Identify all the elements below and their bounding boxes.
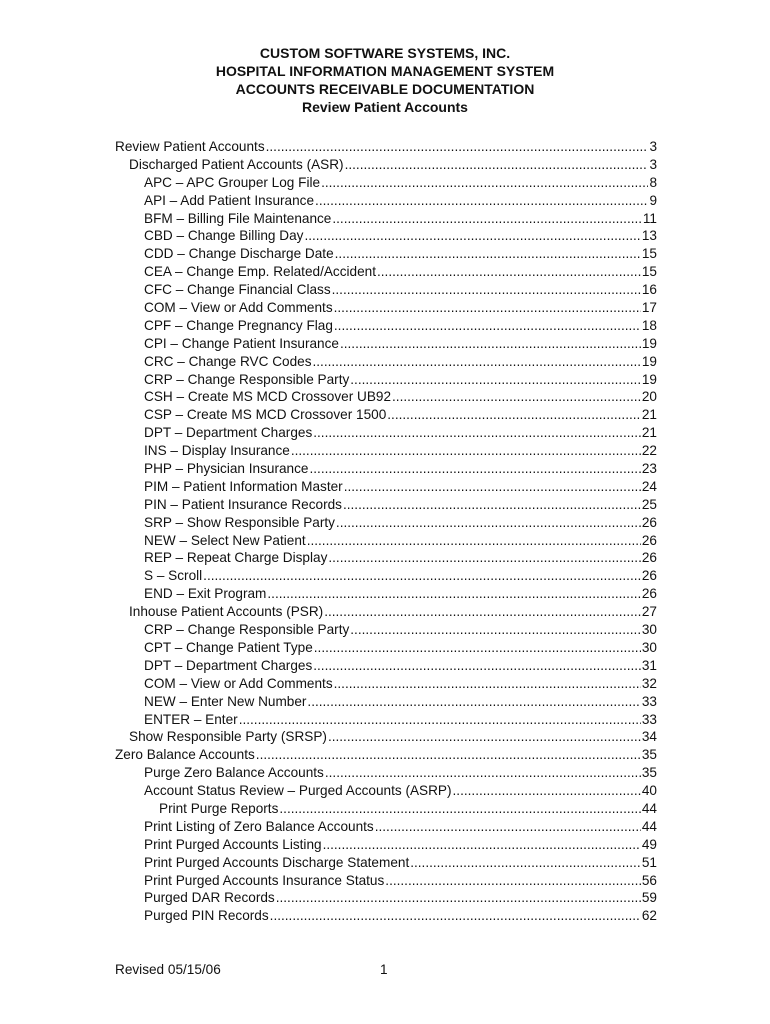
toc-entry[interactable] bbox=[115, 764, 657, 782]
toc-entry-page: 22 bbox=[641, 443, 657, 459]
toc-entry-page: 27 bbox=[641, 604, 657, 620]
toc-entry-title: INS – Display Insurance bbox=[144, 443, 290, 459]
toc-entry-title: NEW – Enter New Number bbox=[144, 693, 307, 709]
toc-dot-leader bbox=[313, 424, 641, 442]
toc-entry[interactable] bbox=[115, 335, 657, 353]
toc-entry-page: 49 bbox=[641, 836, 657, 852]
toc-entry-title: CPT – Change Patient Type bbox=[144, 639, 313, 655]
toc-dot-leader bbox=[307, 693, 640, 711]
toc-entry-page: 32 bbox=[641, 675, 657, 691]
toc-entry-page: 40 bbox=[641, 783, 657, 799]
toc-dot-leader bbox=[332, 281, 641, 299]
toc-entry[interactable] bbox=[115, 263, 657, 281]
toc-entry-title: Account Status Review – Purged Accounts (ASRP) bbox=[144, 783, 452, 799]
toc-dot-leader bbox=[313, 657, 641, 675]
toc-dot-leader bbox=[350, 371, 641, 389]
toc-dot-leader bbox=[309, 460, 640, 478]
toc-dot-leader bbox=[332, 210, 642, 228]
toc-dot-leader bbox=[375, 818, 641, 836]
toc-entry-page: 56 bbox=[641, 872, 657, 888]
toc-entry[interactable] bbox=[115, 388, 657, 406]
toc-dot-leader bbox=[313, 353, 641, 371]
toc-entry[interactable] bbox=[115, 192, 657, 210]
section-title: Review Patient Accounts bbox=[302, 99, 468, 115]
toc-entry-title: NEW – Select New Patient bbox=[144, 532, 306, 548]
toc-entry-title: PHP – Physician Insurance bbox=[144, 461, 309, 477]
toc-dot-leader bbox=[279, 800, 640, 818]
toc-entry-title: Print Purged Accounts Listing bbox=[144, 836, 322, 852]
toc-entry-page: 21 bbox=[641, 425, 657, 441]
toc-entry-page: 51 bbox=[641, 854, 657, 870]
toc-entry-page: 30 bbox=[641, 639, 657, 655]
toc-entry[interactable] bbox=[115, 836, 657, 854]
toc-entry[interactable] bbox=[115, 299, 657, 317]
toc-entry-page: 17 bbox=[641, 300, 657, 316]
page-number: 1 bbox=[380, 962, 388, 977]
toc-entry-title: APC – APC Grouper Log File bbox=[144, 174, 321, 190]
toc-entry-page: 30 bbox=[641, 622, 657, 638]
toc-entry-title: ENTER – Enter bbox=[144, 711, 238, 727]
toc-dot-leader bbox=[304, 227, 640, 245]
toc-entry-title: CRP – Change Responsible Party bbox=[144, 622, 350, 638]
toc-entry-page: 20 bbox=[641, 389, 657, 405]
toc-entry-title: COM – View or Add Comments bbox=[144, 300, 333, 316]
toc-dot-leader bbox=[392, 388, 641, 406]
toc-entry-title: COM – View or Add Comments bbox=[144, 675, 333, 691]
toc-entry-title: BFM – Billing File Maintenance bbox=[144, 210, 332, 226]
toc-entry-page: 16 bbox=[641, 282, 657, 298]
toc-entry-title: Inhouse Patient Accounts (PSR) bbox=[129, 604, 324, 620]
toc-entry[interactable] bbox=[115, 442, 657, 460]
toc-entry[interactable] bbox=[115, 872, 657, 890]
toc-entry[interactable] bbox=[115, 711, 657, 729]
toc-dot-leader bbox=[325, 764, 641, 782]
company-name: CUSTOM SOFTWARE SYSTEMS, INC. bbox=[259, 45, 511, 61]
toc-entry-title: S – Scroll bbox=[144, 568, 203, 584]
toc-entry[interactable] bbox=[115, 603, 657, 621]
toc-entry-page: 3 bbox=[649, 156, 657, 172]
toc-entry[interactable] bbox=[115, 174, 657, 192]
toc-entry-page: 3 bbox=[649, 139, 657, 154]
toc-entry[interactable] bbox=[115, 371, 657, 389]
toc-dot-leader bbox=[267, 585, 640, 603]
toc-entry-page: 19 bbox=[641, 335, 657, 351]
toc-dot-leader bbox=[343, 496, 641, 514]
toc-entry[interactable] bbox=[115, 406, 657, 424]
toc-entry-title: PIM – Patient Information Master bbox=[144, 478, 343, 494]
toc-dot-leader bbox=[266, 138, 649, 156]
documentation-title: ACCOUNTS RECEIVABLE DOCUMENTATION bbox=[235, 81, 535, 97]
toc-entry-page: 15 bbox=[641, 264, 657, 280]
toc-entry-page: 11 bbox=[642, 210, 657, 226]
toc-entry-title: REP – Repeat Charge Display bbox=[144, 550, 328, 566]
toc-entry[interactable] bbox=[115, 210, 657, 228]
toc-entry[interactable] bbox=[115, 532, 657, 550]
toc-entry-title: Purge Zero Balance Accounts bbox=[144, 765, 324, 781]
toc-entry-title: DPT – Department Charges bbox=[144, 657, 313, 673]
document-header bbox=[0, 44, 770, 116]
toc-entry-page: 18 bbox=[641, 317, 657, 333]
toc-entry-page: 44 bbox=[641, 818, 657, 834]
toc-entry-title: PIN – Patient Insurance Records bbox=[144, 496, 342, 512]
toc-entry[interactable] bbox=[115, 585, 657, 603]
toc-entry[interactable] bbox=[115, 675, 657, 693]
toc-dot-leader bbox=[307, 532, 641, 550]
toc-dot-leader bbox=[336, 514, 641, 532]
toc-dot-leader bbox=[321, 174, 648, 192]
toc-entry-page: 33 bbox=[641, 711, 657, 727]
toc-dot-leader bbox=[385, 872, 641, 890]
toc-entry-title: Print Purge Reports bbox=[159, 800, 279, 816]
toc-dot-leader bbox=[315, 192, 648, 210]
toc-dot-leader bbox=[387, 406, 641, 424]
toc-dot-leader bbox=[324, 603, 641, 621]
toc-dot-leader bbox=[328, 728, 641, 746]
toc-dot-leader bbox=[291, 442, 641, 460]
toc-entry-title: DPT – Department Charges bbox=[144, 425, 313, 441]
toc-entry-title: CPF – Change Pregnancy Flag bbox=[144, 317, 333, 333]
toc-entry-title: CFC – Change Financial Class bbox=[144, 282, 331, 298]
toc-entry-title: Show Responsible Party (SRSP) bbox=[129, 729, 327, 745]
toc-entry-page: 33 bbox=[641, 693, 657, 709]
toc-entry-page: 26 bbox=[641, 568, 657, 584]
revised-date: Revised 05/15/06 bbox=[115, 962, 221, 977]
toc-entry[interactable] bbox=[115, 478, 657, 496]
toc-entry[interactable] bbox=[115, 245, 657, 263]
toc-entry-title: Review Patient Accounts bbox=[115, 139, 265, 154]
toc-dot-leader bbox=[410, 854, 641, 872]
toc-entry-title: CSH – Create MS MCD Crossover UB92 bbox=[144, 389, 392, 405]
toc-entry-title: Print Listing of Zero Balance Accounts bbox=[144, 818, 374, 834]
toc-entry-title: Print Purged Accounts Discharge Statement bbox=[144, 854, 410, 870]
toc-dot-leader bbox=[350, 621, 641, 639]
toc-entry[interactable] bbox=[115, 549, 657, 567]
toc-entry-title: CEA – Change Emp. Related/Accident bbox=[144, 264, 376, 280]
toc-entry[interactable] bbox=[115, 317, 657, 335]
toc-entry-page: 19 bbox=[641, 353, 657, 369]
toc-entry[interactable] bbox=[115, 818, 657, 836]
toc-entry-title: API – Add Patient Insurance bbox=[144, 192, 315, 208]
toc-entry-page: 9 bbox=[649, 192, 657, 208]
toc-entry-title: Print Purged Accounts Insurance Status bbox=[144, 872, 385, 888]
toc-entry[interactable] bbox=[115, 800, 657, 818]
toc-entry[interactable] bbox=[115, 907, 657, 925]
toc-entry-page: 21 bbox=[641, 407, 657, 423]
toc-entry-page: 31 bbox=[641, 657, 657, 673]
toc-entry[interactable] bbox=[115, 567, 657, 585]
toc-entry-page: 24 bbox=[641, 478, 657, 494]
toc-entry-page: 8 bbox=[649, 174, 657, 190]
toc-entry-page: 25 bbox=[641, 496, 657, 512]
toc-dot-leader bbox=[276, 889, 641, 907]
toc-dot-leader bbox=[453, 782, 641, 800]
toc-entry-page: 19 bbox=[641, 371, 657, 387]
toc-entry[interactable] bbox=[115, 138, 657, 156]
toc-entry[interactable] bbox=[115, 156, 657, 174]
toc-entry-title: END – Exit Program bbox=[144, 586, 267, 602]
toc-entry[interactable] bbox=[115, 639, 657, 657]
toc-entry-page: 35 bbox=[641, 747, 657, 763]
toc-entry[interactable] bbox=[115, 424, 657, 442]
toc-dot-leader bbox=[314, 639, 641, 657]
toc-dot-leader bbox=[335, 245, 641, 263]
toc-entry-title: CDD – Change Discharge Date bbox=[144, 246, 334, 262]
toc-entry-title: SRP – Show Responsible Party bbox=[144, 514, 335, 530]
toc-entry[interactable] bbox=[115, 728, 657, 746]
toc-entry[interactable] bbox=[115, 854, 657, 872]
toc-entry[interactable] bbox=[115, 693, 657, 711]
toc-entry-title: CSP – Create MS MCD Crossover 1500 bbox=[144, 407, 387, 423]
toc-entry-page: 35 bbox=[641, 765, 657, 781]
toc-entry[interactable] bbox=[115, 496, 657, 514]
toc-dot-leader bbox=[344, 478, 641, 496]
toc-dot-leader bbox=[377, 263, 641, 281]
toc-dot-leader bbox=[323, 836, 641, 854]
toc-entry-title: Purged DAR Records bbox=[144, 890, 275, 906]
toc-entry[interactable] bbox=[115, 782, 657, 800]
toc-dot-leader bbox=[239, 711, 641, 729]
toc-entry-page: 26 bbox=[641, 532, 657, 548]
toc-entry-title: CRC – Change RVC Codes bbox=[144, 353, 312, 369]
toc-entry-page: 62 bbox=[641, 908, 657, 924]
system-name: HOSPITAL INFORMATION MANAGEMENT SYSTEM bbox=[215, 63, 555, 79]
toc-entry-page: 23 bbox=[641, 461, 657, 477]
toc-entry-page: 15 bbox=[641, 246, 657, 262]
toc-entry-title: CPI – Change Patient Insurance bbox=[144, 335, 339, 351]
toc-entry-page: 26 bbox=[641, 514, 657, 530]
toc-entry[interactable] bbox=[115, 227, 657, 245]
toc-dot-leader bbox=[334, 675, 641, 693]
toc-entry[interactable] bbox=[115, 746, 657, 764]
toc-entry-page: 44 bbox=[641, 800, 657, 816]
toc-dot-leader bbox=[270, 907, 641, 925]
toc-dot-leader bbox=[203, 567, 641, 585]
toc-entry-title: CRP – Change Responsible Party bbox=[144, 371, 350, 387]
toc-entry[interactable] bbox=[115, 514, 657, 532]
toc-entry-page: 34 bbox=[641, 729, 657, 745]
toc-dot-leader bbox=[256, 746, 641, 764]
toc-entry[interactable] bbox=[115, 657, 657, 675]
toc-dot-leader bbox=[340, 335, 641, 353]
toc-entry[interactable] bbox=[115, 460, 657, 478]
toc-dot-leader bbox=[334, 299, 641, 317]
toc-entry-title: CBD – Change Billing Day bbox=[144, 228, 304, 244]
toc-entry-title: Discharged Patient Accounts (ASR) bbox=[129, 156, 344, 172]
toc-entry-page: 13 bbox=[641, 228, 657, 244]
toc-entry[interactable] bbox=[115, 353, 657, 371]
toc-entry[interactable] bbox=[115, 281, 657, 299]
toc-entry[interactable] bbox=[115, 621, 657, 639]
toc-entry[interactable] bbox=[115, 889, 657, 907]
toc-entry-page: 26 bbox=[641, 550, 657, 566]
toc-dot-leader bbox=[328, 549, 641, 567]
toc-entry-page: 59 bbox=[641, 890, 657, 906]
toc-entry-title: Zero Balance Accounts bbox=[115, 747, 255, 763]
table-of-contents bbox=[115, 138, 657, 925]
toc-entry-title: Purged PIN Records bbox=[144, 908, 269, 924]
toc-entry-page: 26 bbox=[641, 586, 657, 602]
toc-dot-leader bbox=[345, 156, 649, 174]
toc-dot-leader bbox=[334, 317, 641, 335]
